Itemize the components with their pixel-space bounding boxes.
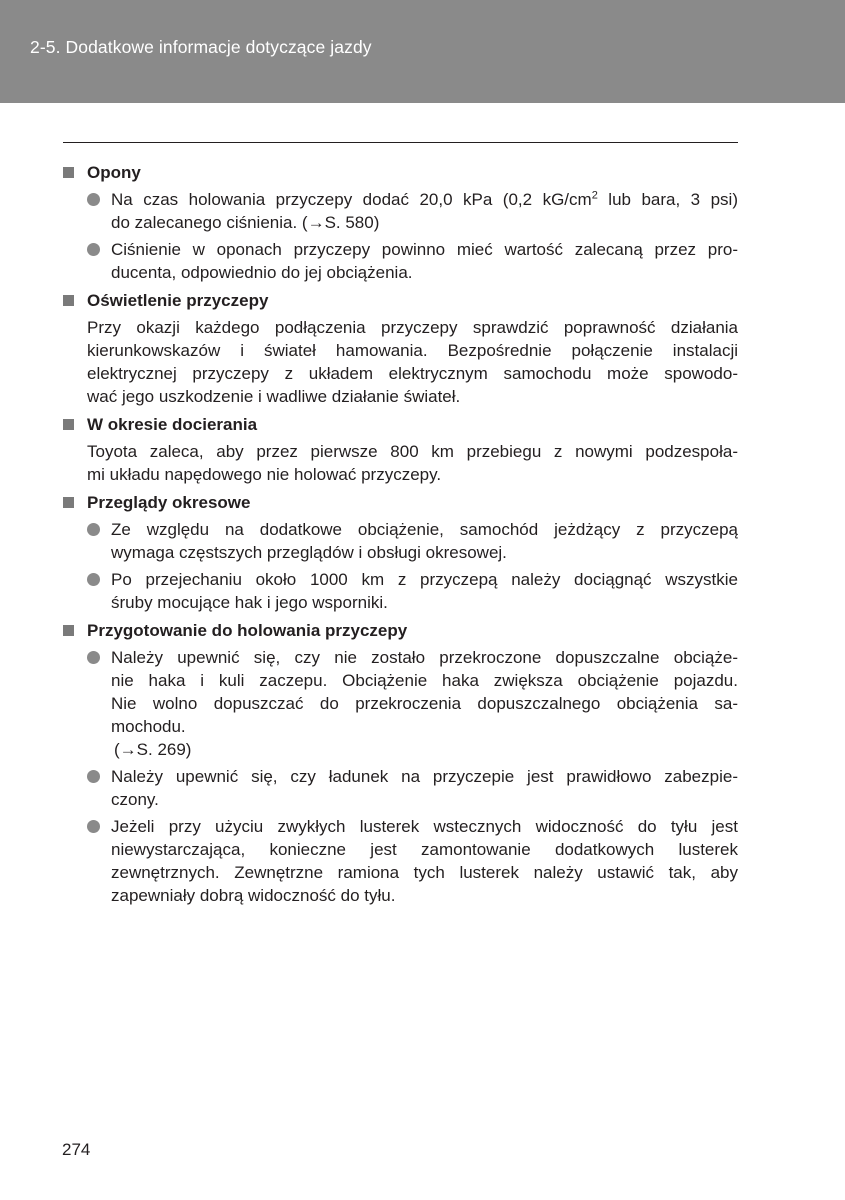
bullet-dot-icon xyxy=(87,573,100,586)
text-line: Ze względu na dodatkowe obciążenie, samochód jeżdżący z przyczepą xyxy=(111,520,738,539)
section-title-przeglady: Przeglądy okresowe xyxy=(63,491,738,514)
text-line: nie haka i kuli zaczepu. Obciążenie haka zwiększa obciążenie pojazdu. xyxy=(111,671,738,690)
text-line: elektrycznej przyczepy z układem elektrycznym samochodu może spowodo- xyxy=(87,364,738,383)
list-item xyxy=(63,646,738,761)
text-line: czony. xyxy=(111,790,159,809)
list-item xyxy=(63,188,738,234)
text-line: wymaga częstszych przeglądów i obsługi okresowej. xyxy=(111,543,507,562)
text-line: mi układu napędowego nie holować przyczepy. xyxy=(87,465,442,484)
text-line: zewnętrznych. Zewnętrzne ramiona tych lusterek należy ustawić tak, aby xyxy=(111,863,738,882)
text-line: do zalecanego ciśnienia. (→S. 580) xyxy=(111,213,380,232)
section-header-bar xyxy=(0,0,845,103)
text-line: śruby mocujące hak i jego wsporniki. xyxy=(111,593,388,612)
text-line: Ciśnienie w oponach przyczepy powinno mieć wartość zalecaną przez pro- xyxy=(111,240,738,259)
section-title-przygotowanie: Przygotowanie do holowania przyczepy xyxy=(63,619,738,642)
text-line: Należy upewnić się, czy ładunek na przyczepie jest prawidłowo zabezpie- xyxy=(111,767,738,786)
paragraph xyxy=(63,440,738,486)
text-line: ducenta, odpowiednio do jej obciążenia. xyxy=(111,263,413,282)
section-title-oswietlenie: Oświetlenie przyczepy xyxy=(63,289,738,312)
text-line: Należy upewnić się, czy nie zostało przekroczone dopuszczalne obciąże- xyxy=(111,648,738,667)
text-line: Przy okazji każdego podłączenia przyczepy sprawdzić poprawność działania xyxy=(87,318,738,337)
text-line: niewystarczająca, konieczne jest zamontowanie dodatkowych lusterek xyxy=(111,840,738,859)
text-line: wać jego uszkodzenie i wadliwe działanie świateł. xyxy=(87,387,461,406)
section-header-title: 2-5. Dodatkowe informacje dotyczące jazdy xyxy=(30,37,372,57)
text-line: Na czas holowania przyczepy dodać 20,0 kPa (0,2 $kG/cm^2$ lub bara, 3 psi) xyxy=(111,189,738,209)
section-square-icon xyxy=(63,497,74,508)
paragraph xyxy=(63,316,738,408)
bullet-dot-icon xyxy=(87,770,100,783)
list-item xyxy=(63,238,738,284)
section-square-icon xyxy=(63,295,74,306)
text-line: mochodu. xyxy=(111,717,186,736)
bullet-dot-icon xyxy=(87,243,100,256)
section-square-icon xyxy=(63,625,74,636)
page-number: 274 xyxy=(62,1140,91,1159)
text-line: Po przejechaniu około 1000 km z przyczepą należy dociągnąć wszystkie xyxy=(111,570,738,589)
bullet-dot-icon xyxy=(87,193,100,206)
text-line: kierunkowskazów i świateł hamowania. Bezpośrednie połączenie instalacji xyxy=(87,341,738,360)
top-rule xyxy=(63,142,738,143)
page-content xyxy=(63,161,738,907)
text-line: zapewniały dobrą widoczność do tyłu. xyxy=(111,886,396,905)
page-reference: (→S. 269) xyxy=(114,740,192,759)
text-line: Jeżeli przy użyciu zwykłych lusterek wstecznych widoczność do tyłu jest xyxy=(111,817,738,836)
bullet-dot-icon xyxy=(87,651,100,664)
bullet-dot-icon xyxy=(87,820,100,833)
text-line: Nie wolno dopuszczać do przekroczenia dopuszczalnego obciążenia sa- xyxy=(111,694,738,713)
list-item xyxy=(63,518,738,564)
list-item xyxy=(63,765,738,811)
bullet-dot-icon xyxy=(87,523,100,536)
section-square-icon xyxy=(63,167,74,178)
list-item xyxy=(63,815,738,907)
list-item xyxy=(63,568,738,614)
section-square-icon xyxy=(63,419,74,430)
text-line: Toyota zaleca, aby przez pierwsze 800 km przebiegu z nowymi podzespoła- xyxy=(87,442,738,461)
section-title-opony: Opony xyxy=(63,161,738,184)
section-title-docieranie: W okresie docierania xyxy=(63,413,738,436)
